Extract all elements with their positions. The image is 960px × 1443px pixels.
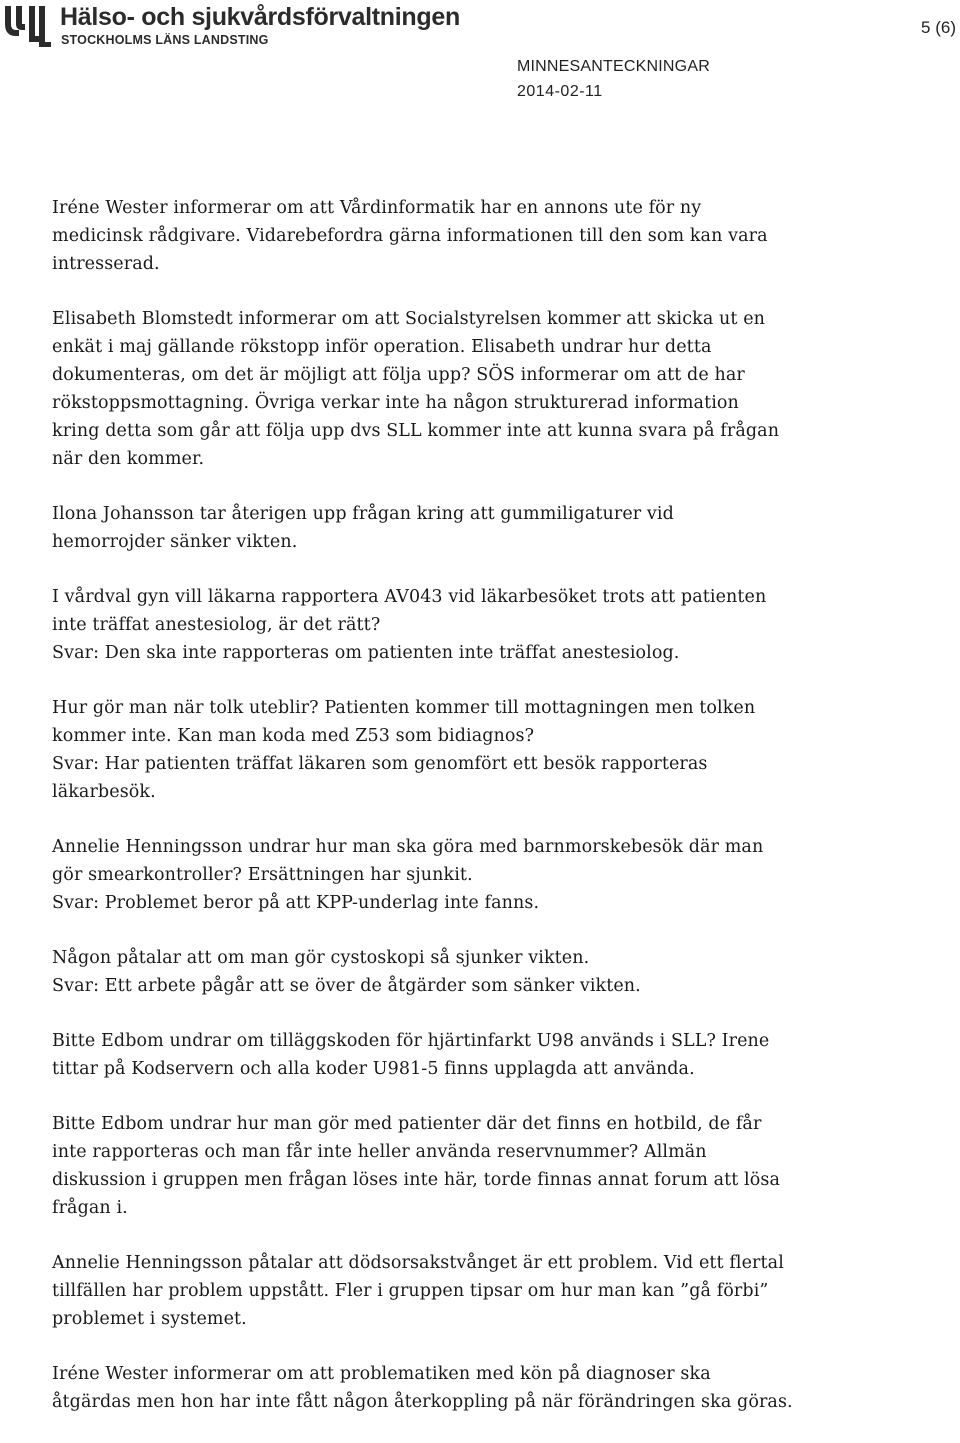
text-line: kring detta som går att följa upp dvs SLL kommer inte att kunna svara på frågan: [52, 421, 780, 441]
document-type: MINNESANTECKNINGAR: [517, 58, 710, 75]
text-line: kommer inte. Kan man koda med Z53 som bidiagnos?: [52, 726, 535, 746]
page-number: 5 (6): [921, 18, 956, 37]
text-line: problemet i systemet.: [52, 1309, 247, 1329]
paragraph: [52, 305, 902, 473]
document-body: [52, 194, 902, 1443]
text-line: hemorrojder sänker vikten.: [52, 532, 298, 552]
text-line: Svar: Den ska inte rapporteras om patienten inte träffat anestesiolog.: [52, 643, 680, 663]
text-line: tittar på Kodservern och alla koder U981-5 finns upplagda att använda.: [52, 1059, 695, 1079]
text-line: Bitte Edbom undrar hur man gör med patienter där det finns en hotbild, de får: [52, 1114, 762, 1134]
text-line: I vårdval gyn vill läkarna rapportera AV043 vid läkarbesöket trots att patienten: [52, 587, 767, 607]
text-line: Hur gör man när tolk uteblir? Patienten kommer till mottagningen men tolken: [52, 698, 756, 718]
paragraph: [52, 194, 902, 278]
text-line: Svar: Ett arbete pågår att se över de åtgärder som sänker vikten.: [52, 976, 641, 996]
organization-subtitle: STOCKHOLMS LÄNS LANDSTING: [61, 33, 269, 47]
paragraph: [52, 1249, 902, 1333]
paragraph: [52, 694, 902, 806]
text-line: gör smearkontroller? Ersättningen har sjunkit.: [52, 865, 473, 885]
text-line: frågan i.: [52, 1198, 128, 1218]
header-logo: [2, 2, 462, 48]
text-line: Iréne Wester informerar om att Vårdinformatik har en annons ute för ny: [52, 198, 702, 218]
text-line: Ilona Johansson tar återigen upp frågan kring att gummiligaturer vid: [52, 504, 674, 524]
text-line: Annelie Henningsson undrar hur man ska göra med barnmorskebesök där man: [52, 837, 764, 857]
text-line: åtgärdas men hon har inte fått någon återkoppling på när förändringen ska göras.: [52, 1392, 793, 1412]
text-line: inte träffat anestesiolog, är det rätt?: [52, 615, 381, 635]
text-line: Annelie Henningsson påtalar att dödsorsakstvånget är ett problem. Vid ett flertal: [52, 1253, 784, 1273]
text-line: medicinsk rådgivare. Vidarebefordra gärna informationen till den som kan vara: [52, 226, 768, 246]
text-line: Iréne Wester informerar om att problematiken med kön på diagnoser ska: [52, 1364, 711, 1384]
text-line: dokumenteras, om det är möjligt att följa upp? SÖS informerar om att de har: [52, 365, 745, 385]
sll-logo-icon: [2, 2, 54, 48]
paragraph: [52, 1110, 902, 1222]
organization-name: Hälso- och sjukvårdsförvaltningen: [60, 3, 460, 31]
paragraph: [52, 500, 902, 556]
text-line: rökstoppsmottagning. Övriga verkar inte ha någon strukturerad information: [52, 393, 739, 413]
text-line: intresserad.: [52, 254, 160, 274]
text-line: Svar: Har patienten träffat läkaren som genomfört ett besök rapporteras: [52, 754, 708, 774]
text-line: enkät i maj gällande rökstopp inför operation. Elisabeth undrar hur detta: [52, 337, 712, 357]
text-line: inte rapporteras och man får inte heller använda reservnummer? Allmän: [52, 1142, 707, 1162]
text-line: Svar: Problemet beror på att KPP-underlag inte fanns.: [52, 893, 540, 913]
paragraph: [52, 944, 902, 1000]
text-line: Någon påtalar att om man gör cystoskopi så sjunker vikten.: [52, 948, 590, 968]
paragraph: [52, 1360, 902, 1416]
text-line: Bitte Edbom undrar om tilläggskoden för hjärtinfarkt U98 används i SLL? Irene: [52, 1031, 770, 1051]
text-line: Elisabeth Blomstedt informerar om att Socialstyrelsen kommer att skicka ut en: [52, 309, 766, 329]
text-line: läkarbesök.: [52, 782, 156, 802]
paragraph: [52, 833, 902, 917]
paragraph: [52, 1027, 902, 1083]
document-date: 2014-02-11: [517, 83, 603, 100]
text-line: när den kommer.: [52, 449, 205, 469]
paragraph: [52, 583, 902, 667]
text-line: diskussion i gruppen men frågan löses inte här, torde finnas annat forum att lösa: [52, 1170, 780, 1190]
text-line: tillfällen har problem uppstått. Fler i gruppen tipsar om hur man kan ”gå förbi”: [52, 1281, 769, 1301]
